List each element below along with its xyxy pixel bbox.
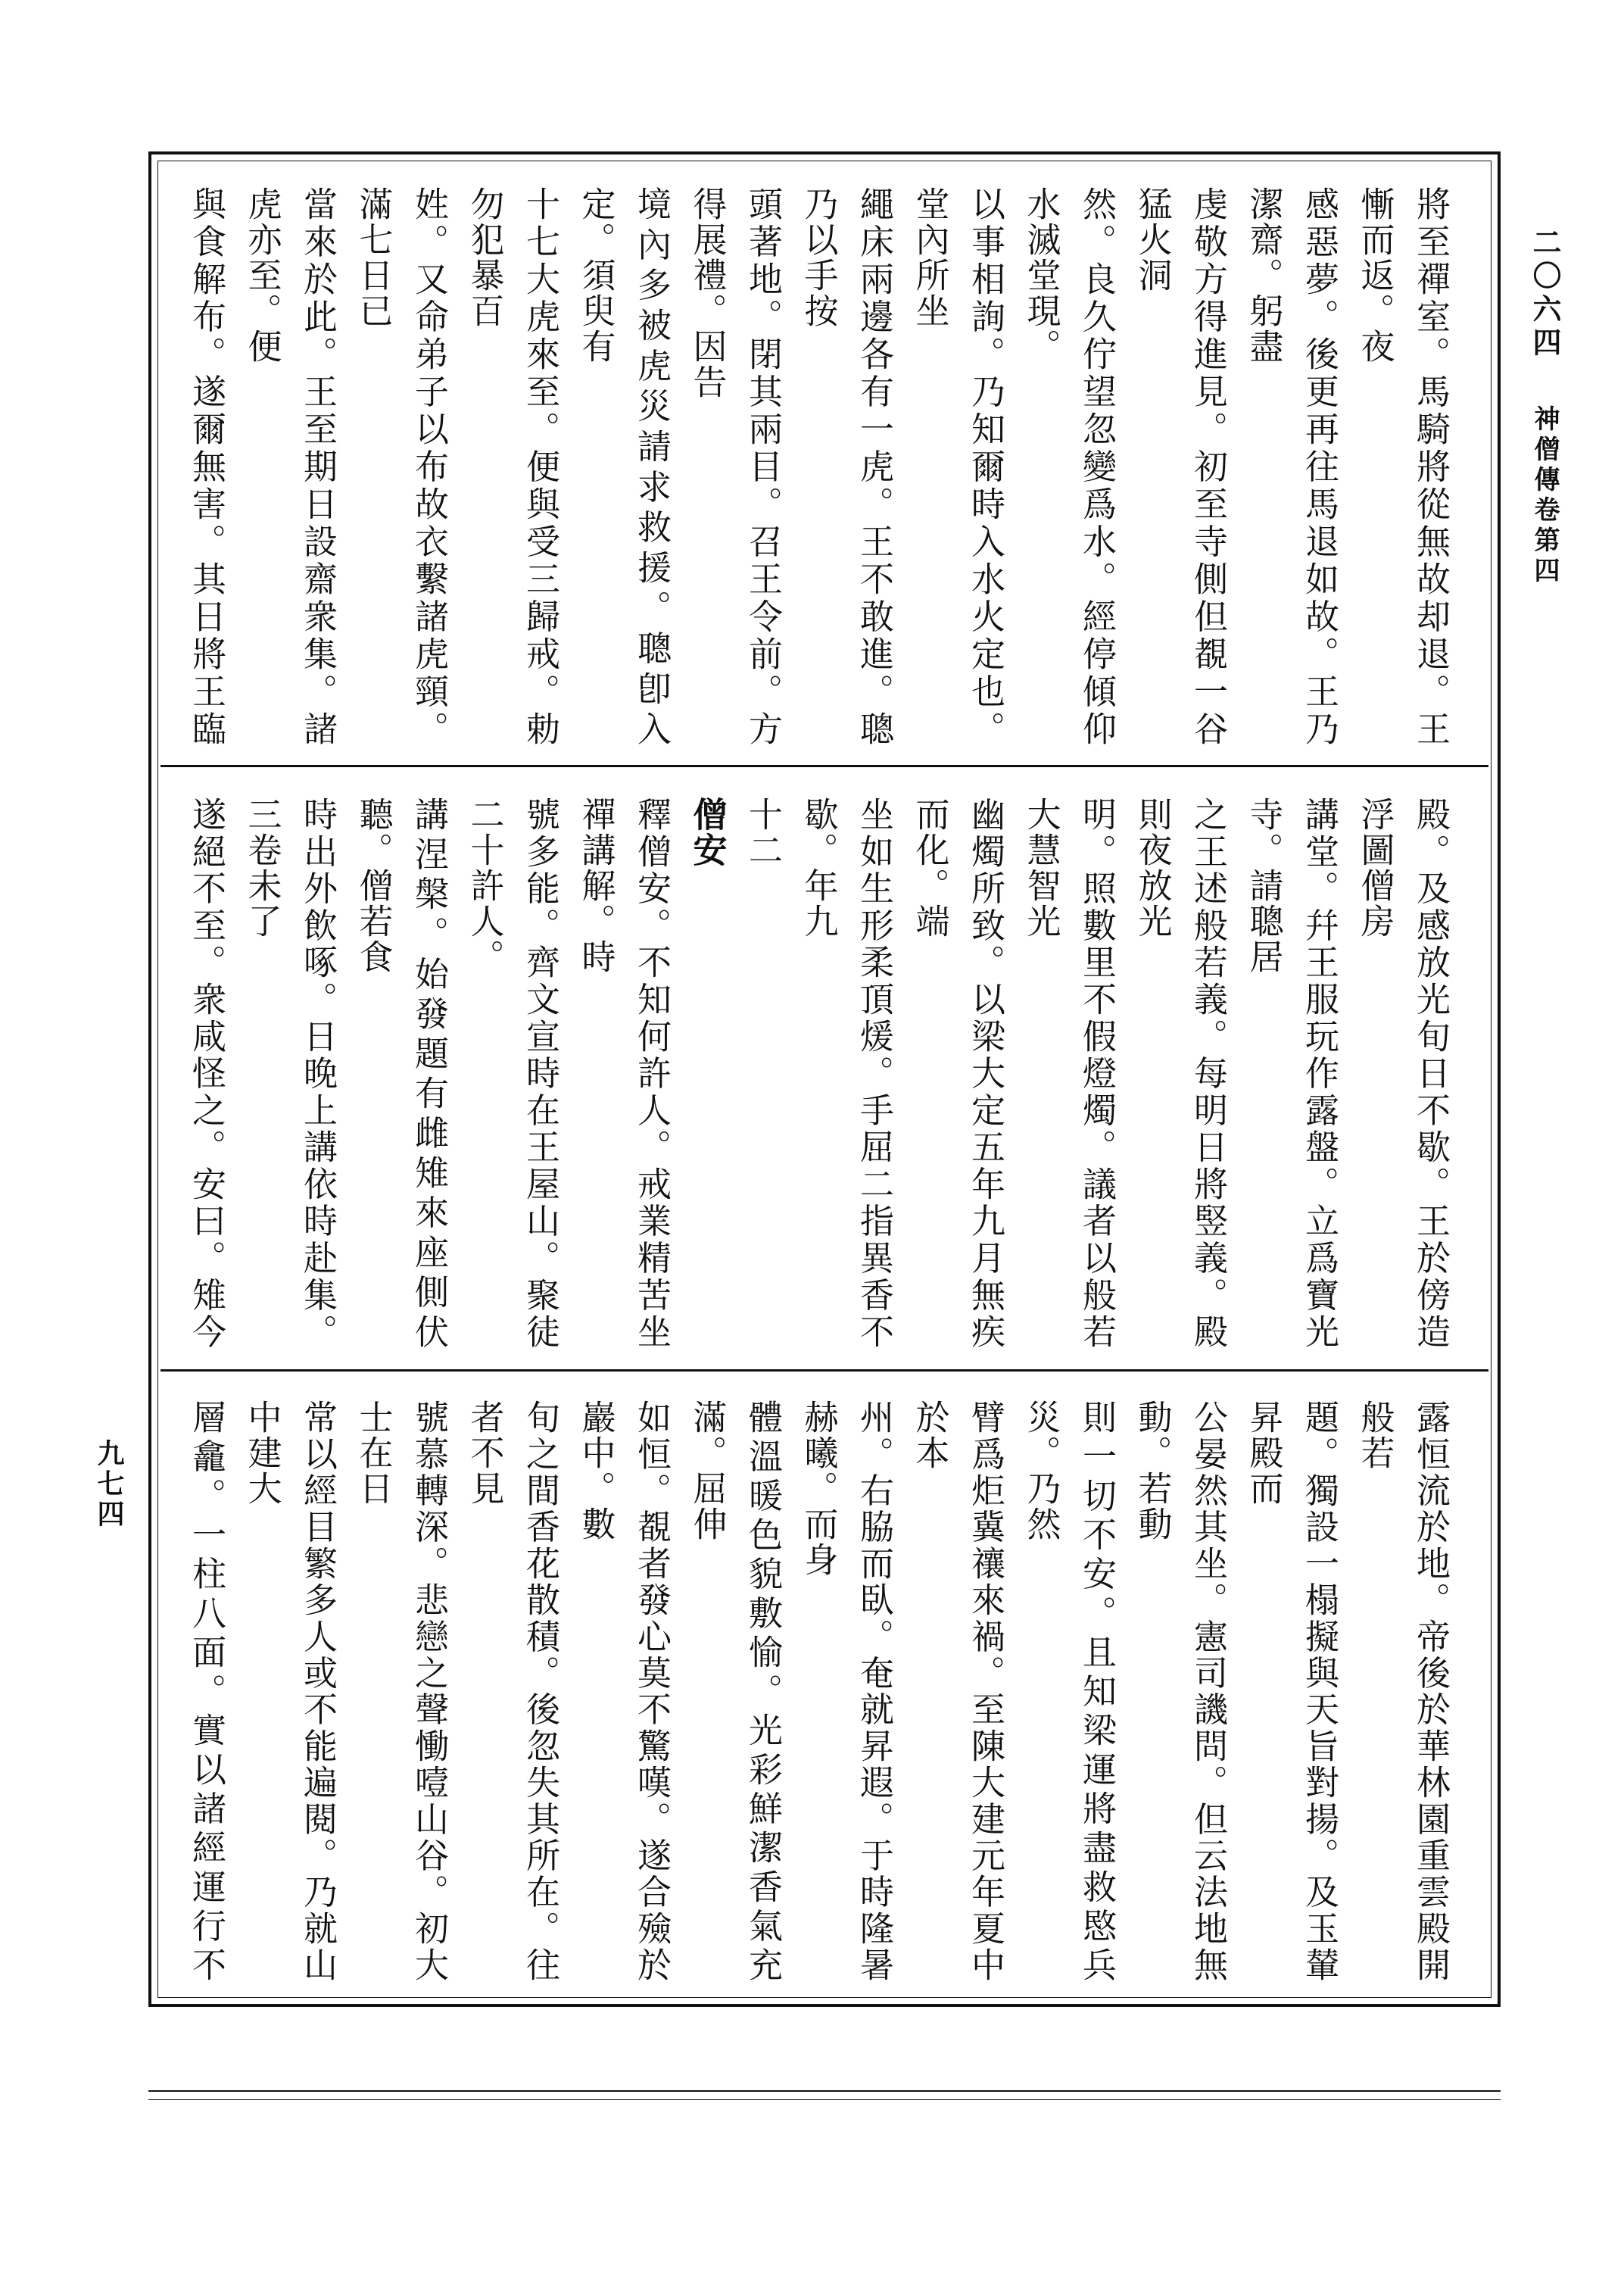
text-column: 如恒。覩者發心莫不驚嘆。遂合殮於巖中。數 bbox=[575, 1400, 672, 1983]
text-column: 感惡夢。後更再往馬退如故。王乃潔齋。躬盡 bbox=[1243, 186, 1339, 747]
book-title: 神僧傳卷第四 bbox=[1529, 405, 1560, 588]
text-column: 殿。及感放光旬日不歇。王於傍造浮圖僧房 bbox=[1354, 797, 1451, 1350]
text-column: 然。良久佇望忽變爲水。經停傾仰水滅堂現。 bbox=[1021, 186, 1117, 747]
vertical-text bbox=[183, 186, 1458, 747]
text-column: 公晏然其坐。憲司譏問。但云法地無動。若動 bbox=[1132, 1400, 1228, 1983]
band-divider bbox=[161, 1369, 1488, 1372]
text-column: 十二 bbox=[743, 797, 783, 868]
text-column: 常以經目繁多人或不能遍閱。乃就山中建大 bbox=[242, 1400, 338, 1983]
text-column: 露恒流於地。帝後於華林園重雲殿開般若 bbox=[1354, 1400, 1451, 1983]
text-column: 講涅槃。始發題有雌雉來座側伏聽。僧若食 bbox=[353, 797, 449, 1350]
text-column: 講堂。幷王服玩作露盤。立爲寶光寺。請聰居 bbox=[1243, 797, 1339, 1350]
text-column: 境內多被虎災請求救援。聰卽入定。須臾有 bbox=[575, 186, 672, 747]
page-number-secondary: 九七四 bbox=[93, 1439, 125, 1530]
text-column: 虔敬方得進見。初至寺側但覩一谷猛火洞 bbox=[1132, 186, 1228, 747]
footer-rule-thin bbox=[148, 2099, 1501, 2100]
text-column: 頭著地。閉其兩目。召王令前。方得展禮。因告 bbox=[687, 186, 783, 747]
text-band-middle bbox=[161, 774, 1488, 1365]
text-column: 時出外飲啄。日晚上講依時赴集。三卷未了 bbox=[242, 797, 338, 1350]
vertical-text bbox=[183, 797, 1458, 1350]
band-divider bbox=[161, 765, 1488, 767]
text-column: 與食解布。遂爾無害。其日將王臨 bbox=[186, 186, 226, 747]
text-column: 則一切不安。且知梁運將盡救愍兵災。乃然 bbox=[1021, 1400, 1117, 1983]
text-column: 當來於此。王至期日設齋衆集。諸虎亦至。便 bbox=[242, 186, 338, 747]
text-column: 釋僧安。不知何許人。戒業精苦坐禪講解。時 bbox=[575, 797, 672, 1350]
text-column: 十七大虎來至。便與受三歸戒。勅勿犯暴百 bbox=[464, 186, 560, 747]
running-header bbox=[1522, 227, 1567, 587]
vertical-text bbox=[183, 1400, 1458, 1983]
text-column: 題。獨設一榻擬與天旨對揚。及玉輦昇殿而 bbox=[1243, 1400, 1339, 1983]
text-column: 姓。又命弟子以布故衣繫諸虎頸。滿七日已 bbox=[353, 186, 449, 747]
section-heading: 僧安 bbox=[687, 797, 728, 868]
text-column: 以事相詢。乃知爾時入水火定也。堂內所坐 bbox=[909, 186, 1005, 747]
text-column: 明。照數里不假燈燭。議者以般若大慧智光 bbox=[1021, 797, 1117, 1350]
text-column: 遂絕不至。衆咸怪之。安曰。雉今 bbox=[186, 797, 226, 1350]
footer-rule bbox=[148, 2090, 1501, 2092]
text-column: 幽燭所致。以梁大定五年九月無疾而化。端 bbox=[909, 797, 1005, 1350]
text-band-bottom bbox=[161, 1377, 1488, 1998]
text-frame bbox=[148, 151, 1501, 2007]
text-column: 體溫暖色貌敷愉。光彩鮮潔香氣充滿。屈伸 bbox=[687, 1400, 783, 1983]
text-band-top bbox=[161, 164, 1488, 762]
text-column: 將至禪室。馬騎將從無故却退。王慚而返。夜 bbox=[1354, 186, 1451, 747]
text-column: 之王述般若義。每明日將竪義。殿則夜放光 bbox=[1132, 797, 1228, 1350]
text-column: 旬之間香花散積。後忽失其所在。往者不見 bbox=[464, 1400, 560, 1983]
text-column: 臂爲炬冀禳來禍。至陳大建元年夏中於本 bbox=[909, 1400, 1005, 1983]
text-column: 號慕轉深。悲戀之聲慟噎山谷。初大士在日 bbox=[353, 1400, 449, 1983]
text-column: 繩床兩邊各有一虎。王不敢進。聰乃以手按 bbox=[798, 186, 894, 747]
text-column: 州。右脇而臥。奄就昇遐。于時隆暑赫曦。而身 bbox=[798, 1400, 894, 1983]
text-column: 號多能。齊文宣時在王屋山。聚徒二十許人。 bbox=[464, 797, 560, 1350]
text-column: 層龕。一柱八面。實以諸經運行不 bbox=[186, 1400, 226, 1983]
text-column: 坐如生形柔頂煖。手屈二指異香不歇。年九 bbox=[798, 797, 894, 1350]
page-number: 二〇六四 bbox=[1528, 227, 1562, 360]
